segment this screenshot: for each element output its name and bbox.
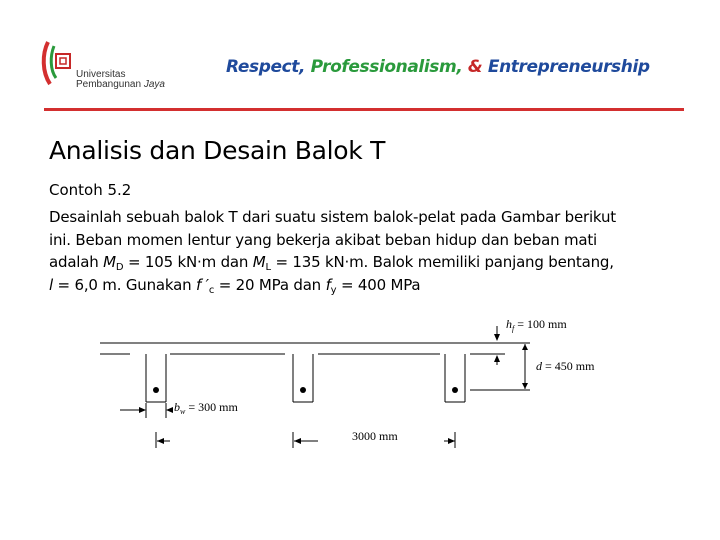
fy-subscript: y bbox=[330, 284, 337, 296]
text-fragment: adalah bbox=[49, 253, 104, 271]
ml-symbol: M bbox=[252, 253, 266, 271]
example-label: Contoh 5.2 bbox=[49, 181, 132, 199]
fc-symbol: f ′ bbox=[195, 275, 209, 294]
ml-subscript: L bbox=[265, 262, 271, 273]
md-subscript: D bbox=[115, 262, 124, 273]
text-fragment: = 135 kN·m. Balok memiliki panjang bentang, bbox=[270, 253, 614, 271]
text-fragment: = 105 kN·m dan bbox=[123, 253, 253, 271]
hf-dimension bbox=[494, 326, 500, 365]
bw-label: $b_w = 300$ mm bbox=[174, 400, 238, 416]
motto-respect: Respect, bbox=[226, 57, 306, 77]
span-label: 3000 mm bbox=[352, 429, 398, 443]
span-dimension bbox=[156, 432, 455, 448]
motto-professionalism: Professionalism, bbox=[310, 57, 463, 77]
fc-subscript: c bbox=[208, 284, 215, 296]
logo-text-line1: Universitas bbox=[76, 69, 126, 80]
d-dimension bbox=[470, 343, 530, 390]
l-symbol: l bbox=[49, 275, 53, 294]
motto-ampersand: & bbox=[467, 57, 483, 77]
beam-web-3 bbox=[445, 354, 465, 402]
rebar-dot bbox=[300, 387, 306, 393]
rebar-dot bbox=[153, 387, 159, 393]
paragraph-line-2: ini. Beban momen lentur yang bekerja akibat beban hidup dan beban mati bbox=[49, 230, 598, 249]
d-label: d = 450 mm bbox=[536, 359, 595, 373]
logo-text-line3: Jaya bbox=[143, 79, 165, 90]
motto-entrepreneurship: Entrepreneurship bbox=[487, 57, 650, 77]
fy-symbol: f bbox=[325, 275, 331, 294]
bw-dimension bbox=[120, 403, 173, 418]
text-fragment: = 400 MPa bbox=[336, 275, 421, 294]
beam-web-2 bbox=[293, 354, 313, 402]
md-symbol: M bbox=[103, 253, 116, 271]
text-fragment: = 6,0 m. Gunakan bbox=[52, 275, 196, 294]
logo-text-line2: Pembangunan bbox=[76, 79, 142, 90]
text-fragment: = 20 MPa dan bbox=[214, 275, 326, 294]
beam-web-1 bbox=[146, 354, 166, 402]
hf-label: $h_f = 100$ mm bbox=[506, 317, 567, 333]
paragraph-line-1: Desainlah sebuah balok T dari suatu sistem balok-pelat pada Gambar berikut bbox=[49, 208, 616, 226]
page-title: Analisis dan Desain Balok T bbox=[49, 136, 386, 165]
rebar-dot bbox=[452, 387, 458, 393]
